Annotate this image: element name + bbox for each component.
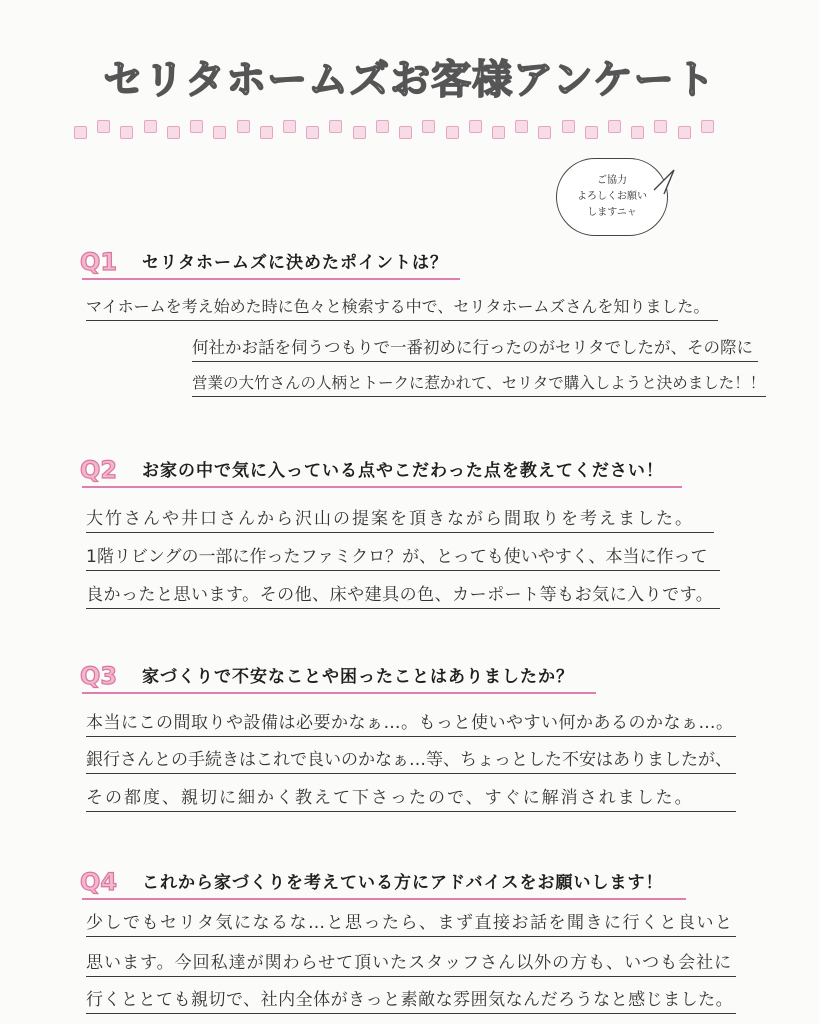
answer-line: その都度、親切に細かく教えて下さったので、すぐに解消されました。	[86, 783, 736, 812]
answer-line: 思います。今回私達が関わらせて頂いたスタッフさん以外の方も、いつも会社に	[86, 948, 736, 977]
question-3-header	[80, 656, 574, 690]
question-text: 家づくりで不安なことや困ったことはありましたか？	[142, 667, 574, 687]
question-underline	[82, 486, 682, 488]
decorative-stamp-row	[74, 120, 714, 142]
question-underline	[82, 898, 686, 900]
question-underline	[82, 692, 596, 694]
answer-line: 本当にこの間取りや設備は必要かなぁ…。もっと使いやすい何かあるのかなぁ…。	[86, 708, 736, 737]
question-number: Q4	[80, 868, 118, 896]
question-text: セリタホームズに決めたポイントは？	[142, 253, 448, 273]
question-number: Q2	[80, 456, 118, 484]
bubble-line: ご協力	[597, 175, 627, 186]
answer-line: 行くととても親切で、社内全体がきっと素敵な雰囲気なんだろうなと感じました。	[86, 985, 736, 1014]
answer-line: 銀行さんとの手続きはこれで良いのかなぁ…等、ちょっとした不安はありましたが、	[86, 745, 736, 774]
question-1-header	[80, 242, 448, 276]
question-text: お家の中で気に入っている点やこだわった点を教えてください！	[142, 461, 664, 481]
answer-line: マイホームを考え始めた時に色々と検索する中で、セリタホームズさんを知りました。	[86, 294, 718, 321]
answer-line: 良かったと思います。その他、床や建具の色、カーポート等もお気に入りです。	[86, 580, 720, 609]
survey-title: セリタホームズお客様アンケート	[103, 57, 716, 103]
question-underline	[82, 278, 460, 280]
bubble-line: しますニャ	[587, 207, 637, 218]
question-number: Q3	[80, 662, 118, 690]
answer-line: 1階リビングの一部に作ったファミクロ？が、とっても使いやすく、本当に作って	[86, 542, 720, 571]
answer-line: 大竹さんや井口さんから沢山の提案を頂きながら間取りを考えました。	[86, 504, 714, 533]
speech-bubble-tail-icon	[650, 168, 680, 198]
answer-line: 少しでもセリタ気になるな…と思ったら、まず直接お話を聞きに行くと良いと	[86, 908, 736, 937]
bubble-line: よろしくお願い	[577, 191, 647, 202]
answer-line: 何社かお話を伺うつもりで一番初めに行ったのがセリタでしたが、その際に	[192, 334, 758, 362]
question-text: これから家づくりを考えている方にアドバイスをお願いします！	[142, 873, 664, 893]
question-4-header	[80, 862, 664, 896]
answer-line: 営業の大竹さんの人柄とトークに惹かれて、セリタで購入しようと決めました！！	[192, 371, 766, 397]
question-number: Q1	[80, 248, 118, 276]
question-2-header	[80, 450, 664, 484]
